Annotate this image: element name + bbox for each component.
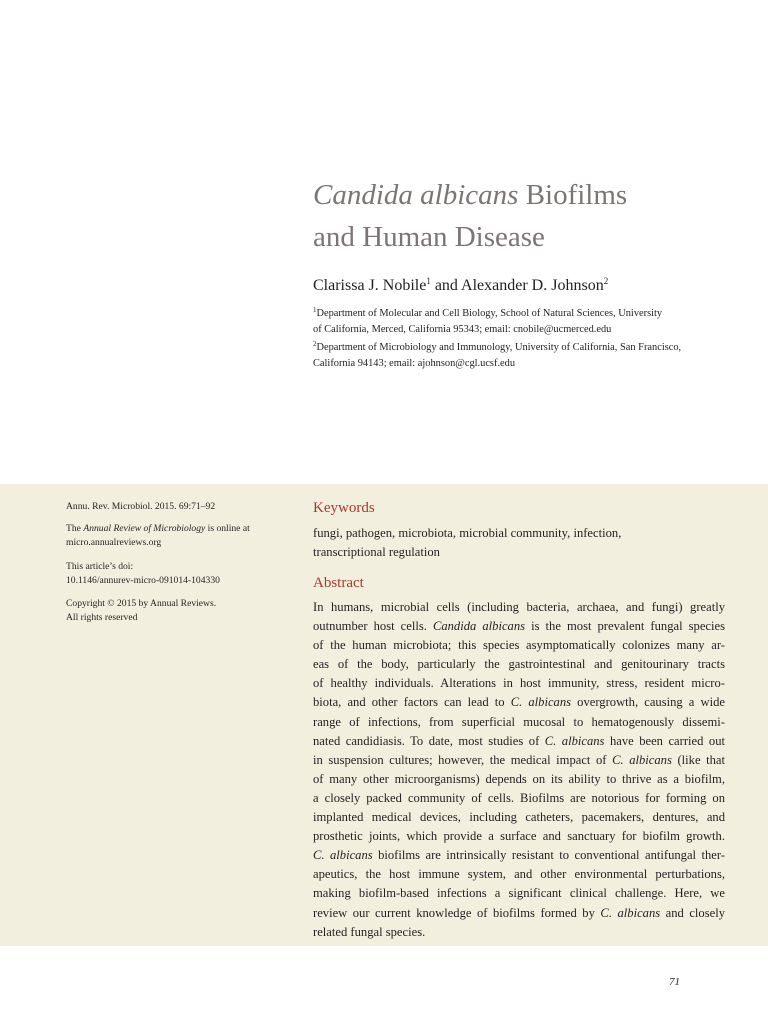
abstract-line bbox=[313, 904, 725, 923]
keywords-line: transcriptional regulation bbox=[313, 545, 440, 560]
affiliation-2 bbox=[313, 340, 713, 371]
abstract-text-run: prosthetic joints, which provide a surface and sanctuary for biofilm growth. bbox=[313, 829, 725, 844]
abstract-text-run: and closely bbox=[660, 905, 726, 920]
abstract-text bbox=[313, 598, 725, 942]
author-1: Clarissa J. Nobile bbox=[313, 277, 427, 294]
online-suffix: is online at bbox=[205, 523, 250, 534]
abstract-line bbox=[313, 751, 725, 770]
affiliation-2-line2: California 94143; email: ajohnson@cgl.ucsf.edu bbox=[313, 357, 516, 369]
author-list bbox=[313, 275, 743, 297]
species-name: C. albicans bbox=[544, 733, 605, 748]
abstract-text-run: outnumber host cells. bbox=[313, 619, 433, 634]
affiliation-2-line1: Department of Microbiology and Immunology, University of California, San Francisco, bbox=[316, 342, 682, 353]
abstract-text-run: biota, and other factors can lead to bbox=[313, 695, 511, 710]
affiliation-1-mark: 1 bbox=[313, 306, 317, 314]
title-italic-species: Candida albicans bbox=[313, 179, 519, 211]
affiliation-1-line2: of California, Merced, California 95343; email: cnobile@ucmerced.edu bbox=[313, 323, 612, 335]
keywords-line: fungi, pathogen, microbiota, microbial community, infection, bbox=[313, 526, 622, 540]
abstract-line bbox=[313, 884, 725, 903]
abstract-text-run: review our current knowledge of biofilms formed by bbox=[313, 905, 601, 920]
abstract-line bbox=[313, 655, 725, 674]
abstract-text-run: apeutics, the host immune system, and other environmental perturbations, bbox=[313, 867, 725, 882]
keywords-list bbox=[313, 524, 725, 562]
journal-name: Annual Review of Microbiology bbox=[83, 523, 206, 534]
affiliation-1-line1: Department of Molecular and Cell Biology, School of Natural Sciences, University bbox=[316, 308, 663, 319]
abstract-text-run: range of infections, from superficial mucosal to hematogenously dissemi- bbox=[313, 714, 725, 729]
abstract-line bbox=[313, 674, 725, 693]
abstract-text-run: overgrowth, causing a wide bbox=[571, 695, 725, 710]
abstract-line bbox=[313, 827, 725, 846]
rights-text: All rights reserved bbox=[66, 612, 138, 623]
abstract-line bbox=[313, 617, 725, 636]
online-url[interactable]: micro.annualreviews.org bbox=[66, 537, 162, 548]
abstract-text-run: have been carried out bbox=[604, 733, 725, 748]
abstract-line bbox=[313, 808, 725, 827]
abstract-text-run: of many other microorganisms) depends on its ability to thrive as a biofilm, bbox=[313, 771, 725, 786]
citation-text: Annu. Rev. Microbiol. 2015. 69:71–92 bbox=[66, 501, 216, 512]
abstract-line bbox=[313, 598, 725, 617]
online-info bbox=[66, 522, 286, 550]
copyright-info bbox=[66, 597, 286, 625]
abstract-text-run: (like that bbox=[671, 752, 726, 767]
abstract-line bbox=[313, 770, 725, 789]
abstract-line bbox=[313, 732, 725, 751]
abstract-heading: Abstract bbox=[313, 575, 364, 591]
species-name: C. albicans bbox=[612, 752, 672, 767]
abstract-line bbox=[313, 636, 725, 655]
species-name: C. albicans bbox=[600, 905, 661, 920]
abstract-text-run: nated candidiasis. To date, most studies of bbox=[313, 733, 545, 748]
abstract-text-run: of the human microbiota; this species asymptomatically colonizes many ar- bbox=[313, 638, 725, 653]
title-line1-rest: Biofilms bbox=[518, 179, 628, 211]
author-2-affil-mark: 2 bbox=[603, 276, 609, 286]
abstract-text-run: implanted medical devices, including catheters, pacemakers, dentures, and bbox=[313, 810, 725, 825]
doi-value[interactable]: 10.1146/annurev-micro-091014-104330 bbox=[66, 575, 220, 586]
abstract-line bbox=[313, 713, 725, 732]
doi-info bbox=[66, 560, 286, 588]
abstract-line bbox=[313, 846, 725, 865]
author-2: Alexander D. Johnson bbox=[461, 277, 604, 294]
abstract-text-run: of healthy individuals. Alterations in host immunity, stress, resident micro- bbox=[313, 676, 725, 691]
abstract-text-run: in suspension cultures; however, the medical impact of bbox=[313, 752, 613, 767]
author-1-affil-mark: 1 bbox=[426, 276, 431, 286]
article-title bbox=[313, 174, 743, 258]
abstract-text-run: biofilms are intrinsically resistant to conventional antifungal ther- bbox=[372, 848, 725, 863]
copyright-text: Copyright © 2015 by Annual Reviews. bbox=[66, 598, 217, 609]
abstract-line bbox=[313, 693, 725, 712]
species-name: C. albicans bbox=[313, 848, 373, 863]
page-number: 71 bbox=[669, 976, 680, 988]
abstract-line bbox=[313, 865, 725, 884]
abstract-text-run: related fungal species. bbox=[313, 924, 426, 939]
author-connector: and bbox=[430, 277, 462, 294]
keywords-heading: Keywords bbox=[313, 500, 375, 516]
species-name: Candida albicans bbox=[432, 619, 526, 634]
abstract-text-run: eas of the body, particularly the gastrointestinal and genitourinary tracts bbox=[313, 657, 725, 672]
citation-info bbox=[66, 500, 286, 514]
affiliation-1 bbox=[313, 306, 713, 337]
abstract-text-run: making biofilm-based infections a significant clinical challenge. Here, we bbox=[313, 886, 725, 901]
affiliation-2-mark: 2 bbox=[313, 340, 317, 348]
title-line2: and Human Disease bbox=[313, 221, 545, 253]
abstract-line bbox=[313, 789, 725, 808]
abstract-text-run: a closely packed community of cells. Biofilms are notorious for forming on bbox=[313, 790, 725, 805]
online-prefix: The bbox=[66, 523, 84, 534]
doi-label: This article’s doi: bbox=[66, 561, 134, 572]
abstract-line bbox=[313, 923, 725, 942]
abstract-text-run: In humans, microbial cells (including bacteria, archaea, and fungi) greatly bbox=[313, 600, 725, 614]
abstract-text-run: is the most prevalent fungal species bbox=[525, 619, 725, 634]
species-name: C. albicans bbox=[510, 695, 572, 710]
